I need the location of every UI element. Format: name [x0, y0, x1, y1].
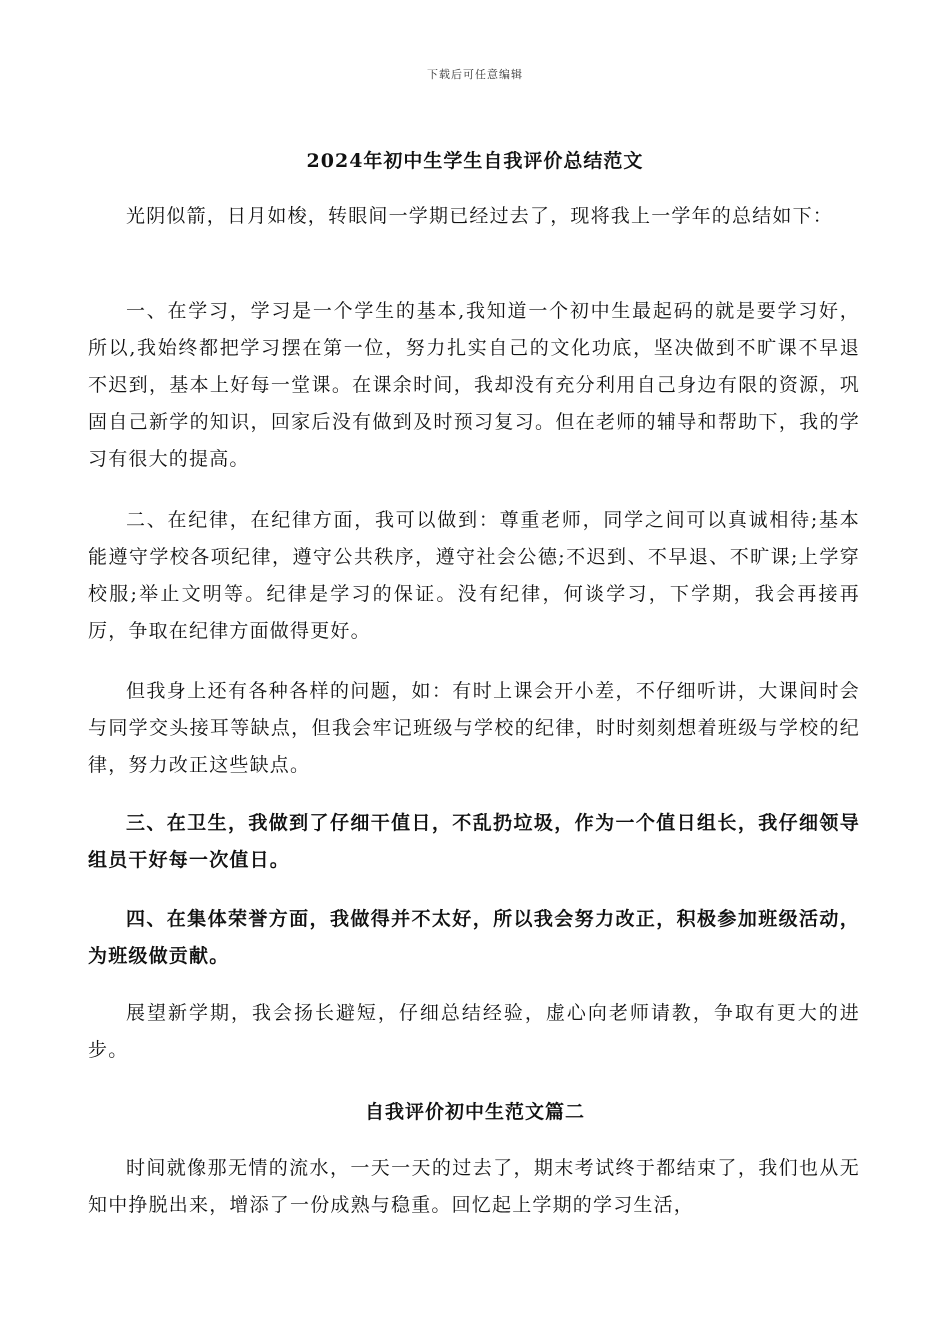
- document-title: 2024年初中生学生自我评价总结范文: [306, 150, 644, 172]
- paragraph-section-two: 时间就像那无情的流水，一天一天的过去了，期末考试终于都结束了，我们也从无知中挣脱出来，增添了一份成熟与稳重。回忆起上学期的学习生活，: [88, 1157, 860, 1216]
- paragraph-collective-honor: 四、在集体荣誉方面，我做得并不太好，所以我会努力改正，积极参加班级活动，为班级做贡献。: [88, 908, 860, 967]
- paragraph-hygiene: 三、在卫生，我做到了仔细干值日，不乱扔垃圾，作为一个值日组长，我仔细领导组员干好每一次值日。: [88, 812, 860, 871]
- paragraph-discipline: 二、在纪律，在纪律方面，我可以做到：尊重老师，同学之间可以真诚相待;基本能遵守学校各项纪律，遵守公共秩序，遵守社会公德;不迟到、不早退、不旷课;上学穿校服;举止文明等。纪律是学习的保证。没有纪律，何谈学习，下学期，我会再接再厉，争取在纪律方面做得更好。: [88, 509, 860, 642]
- header-note: 下载后可任意编辑: [427, 68, 523, 81]
- paragraph-study: 一、在学习，学习是一个学生的基本,我知道一个初中生最起码的就是要学习好，所以,我始终都把学习摆在第一位，努力扎实自己的文化功底，坚决做到不旷课不早退不迟到，基本上好每一堂课。在课余时间，我却没有充分利用自己身边有限的资源，巩固自己新学的知识，回家后没有做到及时预习复习。但在老师的辅导和帮助下，我的学习有很大的提高。: [88, 300, 860, 470]
- paragraph-outlook: 展望新学期，我会扬长避短，仔细总结经验，虚心向老师请教，争取有更大的进步。: [88, 1002, 860, 1061]
- paragraph-intro: 光阴似箭，日月如梭，转眼间一学期已经过去了，现将我上一学年的总结如下：: [126, 205, 834, 227]
- section-title: 自我评价初中生范文篇二: [364, 1101, 585, 1123]
- paragraph-shortcomings: 但我身上还有各种各样的问题，如：有时上课会开小差，不仔细听讲，大课间时会与同学交头接耳等缺点，但我会牢记班级与学校的纪律，时时刻刻想着班级与学校的纪律，努力改正这些缺点。: [88, 680, 860, 776]
